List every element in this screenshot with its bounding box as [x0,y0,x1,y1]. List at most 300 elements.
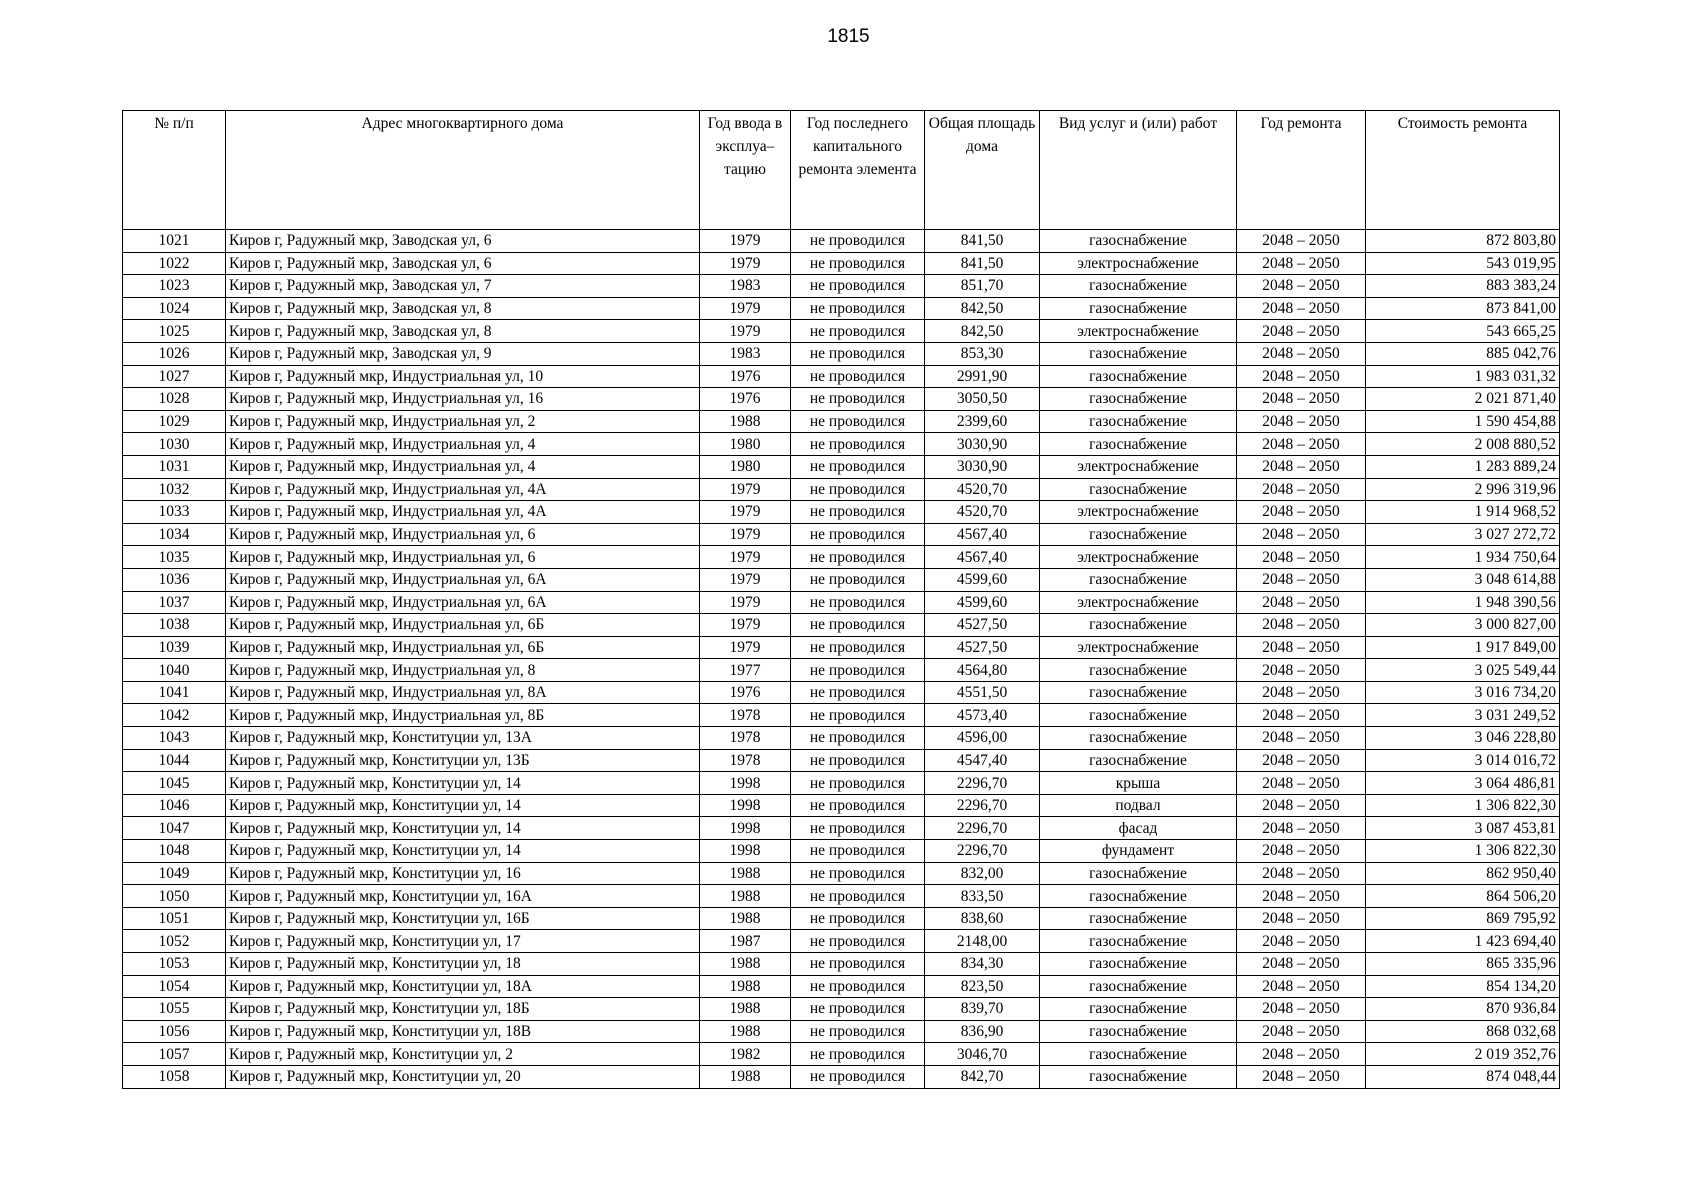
cell-year-built: 1998 [700,840,791,863]
table-row [123,501,1560,524]
cell-repair-year: 2048 – 2050 [1237,568,1366,591]
cell-row-number: 1033 [123,501,226,524]
cell-repair-year: 2048 – 2050 [1237,794,1366,817]
table-row [123,862,1560,885]
cell-address: Киров г, Радужный мкр, Конституции ул, 14 [226,794,700,817]
cell-address: Киров г, Радужный мкр, Индустриальная ул, 6 [226,523,700,546]
cell-row-number: 1038 [123,614,226,637]
cell-year-built: 1998 [700,794,791,817]
cell-address: Киров г, Радужный мкр, Индустриальная ул, 4А [226,501,700,524]
cell-repair-year: 2048 – 2050 [1237,342,1366,365]
cell-last-repair-year: не проводился [791,478,925,501]
cell-year-built: 1979 [700,614,791,637]
cell-repair-cost: 3 064 486,81 [1366,772,1560,795]
cell-total-area: 842,70 [925,1065,1040,1088]
cell-last-repair-year: не проводился [791,568,925,591]
cell-total-area: 4596,00 [925,727,1040,750]
table-row [123,297,1560,320]
cell-year-built: 1976 [700,681,791,704]
cell-year-built: 1988 [700,410,791,433]
cell-repair-year: 2048 – 2050 [1237,727,1366,750]
cell-last-repair-year: не проводился [791,1043,925,1066]
cell-last-repair-year: не проводился [791,998,925,1021]
cell-repair-year: 2048 – 2050 [1237,749,1366,772]
cell-address: Киров г, Радужный мкр, Индустриальная ул, 10 [226,365,700,388]
cell-work-type: газоснабжение [1040,749,1237,772]
cell-year-built: 1983 [700,342,791,365]
cell-year-built: 1979 [700,320,791,343]
cell-repair-cost: 1 306 822,30 [1366,794,1560,817]
cell-total-area: 2399,60 [925,410,1040,433]
cell-repair-cost: 2 019 352,76 [1366,1043,1560,1066]
cell-address: Киров г, Радужный мкр, Индустриальная ул, 6Б [226,614,700,637]
cell-total-area: 2991,90 [925,365,1040,388]
cell-total-area: 832,00 [925,862,1040,885]
cell-address: Киров г, Радужный мкр, Конституции ул, 16Б [226,907,700,930]
cell-last-repair-year: не проводился [791,455,925,478]
cell-work-type: газоснабжение [1040,885,1237,908]
cell-work-type: газоснабжение [1040,862,1237,885]
cell-address: Киров г, Радужный мкр, Конституции ул, 18 [226,953,700,976]
cell-address: Киров г, Радужный мкр, Конституции ул, 18Б [226,998,700,1021]
cell-repair-cost: 1 917 849,00 [1366,636,1560,659]
table-row [123,275,1560,298]
cell-repair-cost: 1 590 454,88 [1366,410,1560,433]
cell-work-type: газоснабжение [1040,297,1237,320]
table-row [123,659,1560,682]
cell-row-number: 1049 [123,862,226,885]
table-row [123,749,1560,772]
cell-repair-year: 2048 – 2050 [1237,523,1366,546]
cell-repair-cost: 1 423 694,40 [1366,930,1560,953]
cell-row-number: 1037 [123,591,226,614]
cell-address: Киров г, Радужный мкр, Заводская ул, 8 [226,297,700,320]
cell-repair-cost: 865 335,96 [1366,953,1560,976]
cell-total-area: 3050,50 [925,388,1040,411]
cell-repair-cost: 3 014 016,72 [1366,749,1560,772]
cell-year-built: 1987 [700,930,791,953]
cell-repair-year: 2048 – 2050 [1237,1065,1366,1088]
cell-total-area: 836,90 [925,1020,1040,1043]
cell-repair-year: 2048 – 2050 [1237,953,1366,976]
cell-last-repair-year: не проводился [791,953,925,976]
cell-total-area: 2296,70 [925,794,1040,817]
table-row [123,478,1560,501]
cell-repair-cost: 869 795,92 [1366,907,1560,930]
table-row [123,546,1560,569]
cell-repair-year: 2048 – 2050 [1237,365,1366,388]
cell-year-built: 1980 [700,455,791,478]
cell-repair-year: 2048 – 2050 [1237,998,1366,1021]
cell-year-built: 1978 [700,727,791,750]
cell-row-number: 1021 [123,230,226,253]
cell-work-type: газоснабжение [1040,681,1237,704]
cell-repair-cost: 1 983 031,32 [1366,365,1560,388]
cell-address: Киров г, Радужный мкр, Конституции ул, 20 [226,1065,700,1088]
cell-address: Киров г, Радужный мкр, Конституции ул, 14 [226,772,700,795]
cell-last-repair-year: не проводился [791,862,925,885]
cell-total-area: 833,50 [925,885,1040,908]
cell-work-type: газоснабжение [1040,410,1237,433]
cell-year-built: 1979 [700,636,791,659]
cell-repair-year: 2048 – 2050 [1237,862,1366,885]
cell-work-type: крыша [1040,772,1237,795]
cell-address: Киров г, Радужный мкр, Индустриальная ул, 4 [226,433,700,456]
cell-repair-cost: 3 016 734,20 [1366,681,1560,704]
cell-total-area: 851,70 [925,275,1040,298]
table-row [123,252,1560,275]
cell-address: Киров г, Радужный мкр, Индустриальная ул, 6 [226,546,700,569]
cell-repair-cost: 854 134,20 [1366,975,1560,998]
table-row [123,365,1560,388]
cell-year-built: 1980 [700,433,791,456]
cell-year-built: 1979 [700,478,791,501]
cell-address: Киров г, Радужный мкр, Конституции ул, 14 [226,817,700,840]
cell-year-built: 1979 [700,546,791,569]
cell-total-area: 4567,40 [925,523,1040,546]
table-row [123,975,1560,998]
cell-address: Киров г, Радужный мкр, Индустриальная ул, 16 [226,388,700,411]
repair-table [122,110,1560,1089]
table-row [123,230,1560,253]
cell-repair-year: 2048 – 2050 [1237,388,1366,411]
cell-repair-year: 2048 – 2050 [1237,297,1366,320]
cell-row-number: 1036 [123,568,226,591]
cell-year-built: 1976 [700,365,791,388]
cell-last-repair-year: не проводился [791,772,925,795]
cell-year-built: 1979 [700,230,791,253]
cell-repair-cost: 3 025 549,44 [1366,659,1560,682]
cell-repair-year: 2048 – 2050 [1237,478,1366,501]
cell-repair-year: 2048 – 2050 [1237,704,1366,727]
cell-row-number: 1043 [123,727,226,750]
cell-repair-year: 2048 – 2050 [1237,591,1366,614]
cell-repair-year: 2048 – 2050 [1237,410,1366,433]
cell-address: Киров г, Радужный мкр, Индустриальная ул, 4 [226,455,700,478]
cell-repair-year: 2048 – 2050 [1237,930,1366,953]
cell-repair-year: 2048 – 2050 [1237,681,1366,704]
cell-last-repair-year: не проводился [791,297,925,320]
table-row [123,568,1560,591]
cell-work-type: газоснабжение [1040,388,1237,411]
cell-work-type: газоснабжение [1040,433,1237,456]
table-row [123,388,1560,411]
cell-last-repair-year: не проводился [791,230,925,253]
cell-address: Киров г, Радужный мкр, Конституции ул, 2 [226,1043,700,1066]
cell-last-repair-year: не проводился [791,1020,925,1043]
cell-address: Киров г, Радужный мкр, Конституции ул, 17 [226,930,700,953]
cell-row-number: 1052 [123,930,226,953]
cell-repair-cost: 874 048,44 [1366,1065,1560,1088]
cell-row-number: 1046 [123,794,226,817]
cell-row-number: 1030 [123,433,226,456]
cell-total-area: 2296,70 [925,817,1040,840]
cell-address: Киров г, Радужный мкр, Индустриальная ул, 8А [226,681,700,704]
table-row [123,1020,1560,1043]
cell-repair-cost: 1 948 390,56 [1366,591,1560,614]
table-row [123,953,1560,976]
table-header-row [123,111,1560,230]
cell-repair-year: 2048 – 2050 [1237,636,1366,659]
cell-total-area: 3030,90 [925,455,1040,478]
cell-work-type: фасад [1040,817,1237,840]
cell-year-built: 1977 [700,659,791,682]
header-address: Адрес многоквартирного дома [226,111,700,230]
cell-last-repair-year: не проводился [791,591,925,614]
cell-row-number: 1048 [123,840,226,863]
table-row [123,342,1560,365]
cell-work-type: газоснабжение [1040,953,1237,976]
cell-row-number: 1022 [123,252,226,275]
cell-repair-cost: 3 031 249,52 [1366,704,1560,727]
cell-work-type: газоснабжение [1040,568,1237,591]
cell-row-number: 1023 [123,275,226,298]
cell-repair-cost: 3 027 272,72 [1366,523,1560,546]
cell-repair-cost: 862 950,40 [1366,862,1560,885]
cell-last-repair-year: не проводился [791,930,925,953]
cell-repair-year: 2048 – 2050 [1237,320,1366,343]
cell-year-built: 1998 [700,817,791,840]
cell-address: Киров г, Радужный мкр, Заводская ул, 6 [226,230,700,253]
cell-address: Киров г, Радужный мкр, Заводская ул, 7 [226,275,700,298]
cell-total-area: 2296,70 [925,772,1040,795]
table-row [123,794,1560,817]
cell-last-repair-year: не проводился [791,840,925,863]
cell-year-built: 1979 [700,297,791,320]
cell-repair-year: 2048 – 2050 [1237,501,1366,524]
cell-last-repair-year: не проводился [791,794,925,817]
cell-work-type: фундамент [1040,840,1237,863]
table-row [123,433,1560,456]
cell-year-built: 1988 [700,1065,791,1088]
cell-work-type: газоснабжение [1040,614,1237,637]
header-year-built: Год ввода в эксплуа–тацию [700,111,791,230]
cell-year-built: 1988 [700,1020,791,1043]
cell-repair-year: 2048 – 2050 [1237,772,1366,795]
cell-repair-year: 2048 – 2050 [1237,659,1366,682]
cell-work-type: газоснабжение [1040,523,1237,546]
cell-total-area: 4527,50 [925,636,1040,659]
cell-repair-cost: 2 008 880,52 [1366,433,1560,456]
cell-row-number: 1055 [123,998,226,1021]
cell-address: Киров г, Радужный мкр, Индустриальная ул, 8 [226,659,700,682]
cell-last-repair-year: не проводился [791,410,925,433]
table-row [123,410,1560,433]
cell-total-area: 4520,70 [925,478,1040,501]
table-row [123,885,1560,908]
cell-row-number: 1041 [123,681,226,704]
cell-work-type: газоснабжение [1040,907,1237,930]
cell-row-number: 1040 [123,659,226,682]
cell-year-built: 1988 [700,975,791,998]
cell-total-area: 4567,40 [925,546,1040,569]
cell-work-type: газоснабжение [1040,704,1237,727]
cell-year-built: 1982 [700,1043,791,1066]
cell-row-number: 1039 [123,636,226,659]
cell-work-type: электроснабжение [1040,455,1237,478]
cell-total-area: 842,50 [925,320,1040,343]
cell-row-number: 1042 [123,704,226,727]
cell-repair-cost: 868 032,68 [1366,1020,1560,1043]
table-row [123,704,1560,727]
cell-total-area: 834,30 [925,953,1040,976]
cell-last-repair-year: не проводился [791,907,925,930]
cell-total-area: 841,50 [925,252,1040,275]
table-row [123,930,1560,953]
cell-last-repair-year: не проводился [791,275,925,298]
cell-row-number: 1025 [123,320,226,343]
cell-last-repair-year: не проводился [791,817,925,840]
cell-repair-cost: 864 506,20 [1366,885,1560,908]
cell-last-repair-year: не проводился [791,342,925,365]
cell-row-number: 1051 [123,907,226,930]
table-row [123,455,1560,478]
cell-repair-cost: 3 087 453,81 [1366,817,1560,840]
cell-year-built: 1988 [700,885,791,908]
header-work-type: Вид услуг и (или) работ [1040,111,1237,230]
cell-address: Киров г, Радужный мкр, Конституции ул, 13Б [226,749,700,772]
cell-year-built: 1979 [700,501,791,524]
cell-year-built: 1978 [700,749,791,772]
cell-work-type: электроснабжение [1040,320,1237,343]
cell-address: Киров г, Радужный мкр, Конституции ул, 14 [226,840,700,863]
table-row [123,1043,1560,1066]
table-row [123,998,1560,1021]
cell-address: Киров г, Радужный мкр, Индустриальная ул, 4А [226,478,700,501]
cell-address: Киров г, Радужный мкр, Заводская ул, 9 [226,342,700,365]
cell-year-built: 1979 [700,252,791,275]
table-row [123,636,1560,659]
cell-work-type: газоснабжение [1040,659,1237,682]
cell-repair-cost: 543 665,25 [1366,320,1560,343]
cell-repair-cost: 872 803,80 [1366,230,1560,253]
cell-last-repair-year: не проводился [791,523,925,546]
cell-work-type: газоснабжение [1040,365,1237,388]
cell-repair-year: 2048 – 2050 [1237,614,1366,637]
cell-year-built: 1976 [700,388,791,411]
cell-year-built: 1978 [700,704,791,727]
cell-last-repair-year: не проводился [791,975,925,998]
cell-work-type: газоснабжение [1040,1020,1237,1043]
header-repair-cost: Стоимость ремонта [1366,111,1560,230]
cell-year-built: 1979 [700,591,791,614]
cell-repair-year: 2048 – 2050 [1237,252,1366,275]
cell-last-repair-year: не проводился [791,1065,925,1088]
cell-work-type: электроснабжение [1040,591,1237,614]
cell-total-area: 4599,60 [925,568,1040,591]
cell-address: Киров г, Радужный мкр, Заводская ул, 8 [226,320,700,343]
table-row [123,772,1560,795]
cell-repair-year: 2048 – 2050 [1237,885,1366,908]
cell-work-type: подвал [1040,794,1237,817]
cell-last-repair-year: не проводился [791,704,925,727]
cell-last-repair-year: не проводился [791,433,925,456]
cell-total-area: 838,60 [925,907,1040,930]
cell-repair-cost: 1 283 889,24 [1366,455,1560,478]
cell-row-number: 1053 [123,953,226,976]
cell-last-repair-year: не проводился [791,501,925,524]
cell-total-area: 4564,80 [925,659,1040,682]
cell-total-area: 853,30 [925,342,1040,365]
cell-row-number: 1032 [123,478,226,501]
cell-row-number: 1057 [123,1043,226,1066]
cell-total-area: 823,50 [925,975,1040,998]
cell-year-built: 1988 [700,862,791,885]
cell-repair-year: 2048 – 2050 [1237,455,1366,478]
cell-last-repair-year: не проводился [791,681,925,704]
cell-address: Киров г, Радужный мкр, Конституции ул, 18В [226,1020,700,1043]
cell-last-repair-year: не проводился [791,614,925,637]
cell-total-area: 4547,40 [925,749,1040,772]
cell-repair-year: 2048 – 2050 [1237,975,1366,998]
cell-last-repair-year: не проводился [791,546,925,569]
cell-repair-year: 2048 – 2050 [1237,907,1366,930]
cell-last-repair-year: не проводился [791,749,925,772]
cell-address: Киров г, Радужный мкр, Индустриальная ул, 6Б [226,636,700,659]
cell-repair-year: 2048 – 2050 [1237,1020,1366,1043]
cell-address: Киров г, Радужный мкр, Индустриальная ул, 6А [226,591,700,614]
cell-year-built: 1998 [700,772,791,795]
cell-repair-cost: 543 019,95 [1366,252,1560,275]
cell-address: Киров г, Радужный мкр, Конституции ул, 13А [226,727,700,750]
cell-address: Киров г, Радужный мкр, Индустриальная ул, 6А [226,568,700,591]
cell-row-number: 1058 [123,1065,226,1088]
cell-total-area: 2296,70 [925,840,1040,863]
page-number: 1815 [827,26,870,47]
cell-work-type: газоснабжение [1040,998,1237,1021]
cell-repair-year: 2048 – 2050 [1237,817,1366,840]
cell-work-type: газоснабжение [1040,478,1237,501]
cell-repair-cost: 1 914 968,52 [1366,501,1560,524]
cell-repair-year: 2048 – 2050 [1237,546,1366,569]
cell-row-number: 1026 [123,342,226,365]
cell-address: Киров г, Радужный мкр, Индустриальная ул, 2 [226,410,700,433]
cell-work-type: газоснабжение [1040,230,1237,253]
cell-address: Киров г, Радужный мкр, Конституции ул, 16А [226,885,700,908]
cell-repair-cost: 2 996 319,96 [1366,478,1560,501]
cell-row-number: 1031 [123,455,226,478]
cell-total-area: 4599,60 [925,591,1040,614]
cell-repair-cost: 3 046 228,80 [1366,727,1560,750]
cell-total-area: 839,70 [925,998,1040,1021]
header-number: № п/п [123,111,226,230]
cell-total-area: 4520,70 [925,501,1040,524]
cell-row-number: 1044 [123,749,226,772]
cell-repair-year: 2048 – 2050 [1237,230,1366,253]
cell-row-number: 1035 [123,546,226,569]
table-row [123,817,1560,840]
cell-repair-year: 2048 – 2050 [1237,840,1366,863]
cell-work-type: газоснабжение [1040,342,1237,365]
cell-address: Киров г, Радужный мкр, Конституции ул, 18А [226,975,700,998]
cell-address: Киров г, Радужный мкр, Заводская ул, 6 [226,252,700,275]
cell-repair-cost: 2 021 871,40 [1366,388,1560,411]
table-row [123,840,1560,863]
cell-year-built: 1988 [700,998,791,1021]
header-last-repair-year: Год последнего капитального ремонта элемента [791,111,925,230]
cell-repair-cost: 1 934 750,64 [1366,546,1560,569]
cell-address: Киров г, Радужный мкр, Конституции ул, 16 [226,862,700,885]
cell-year-built: 1988 [700,907,791,930]
cell-work-type: газоснабжение [1040,930,1237,953]
cell-work-type: газоснабжение [1040,975,1237,998]
cell-total-area: 2148,00 [925,930,1040,953]
cell-work-type: газоснабжение [1040,727,1237,750]
cell-total-area: 842,50 [925,297,1040,320]
cell-row-number: 1029 [123,410,226,433]
header-total-area: Общая площадь дома [925,111,1040,230]
table-row [123,523,1560,546]
